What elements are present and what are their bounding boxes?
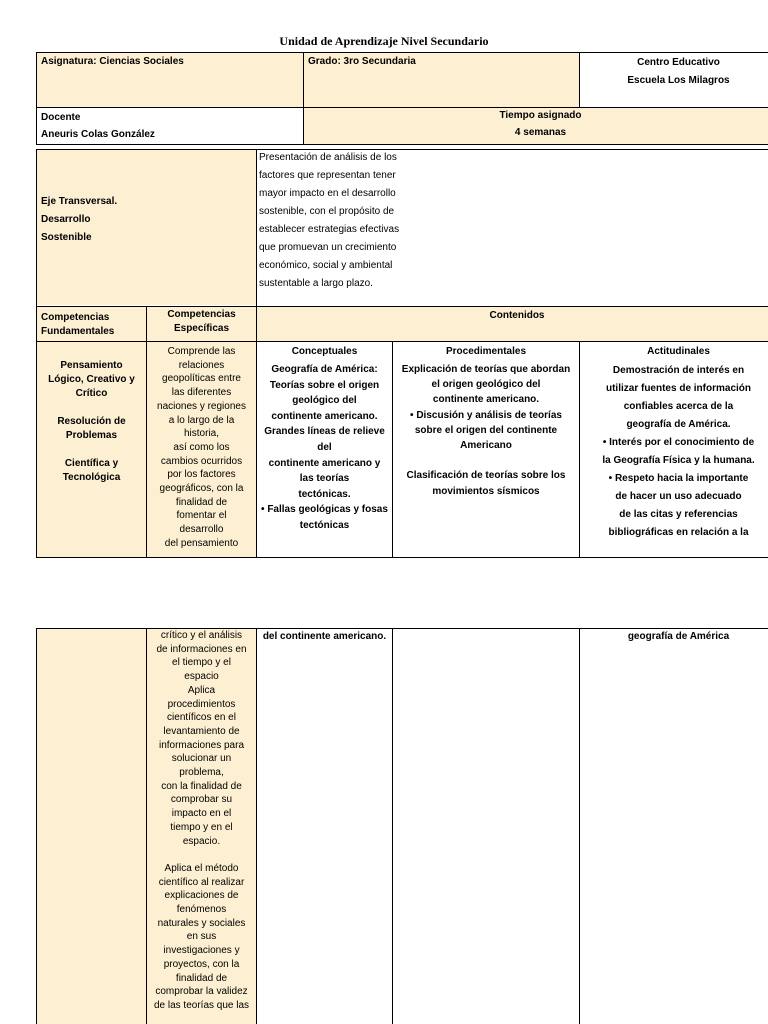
conceptuales-text: Geografía de América: Teorías sobre el origen geológico del continente americano. Grandes líneas de relieve del continente americano y las teorías tectónicas. • Fallas geológicas y fosas tectónicas — [261, 364, 388, 531]
eje-label: Eje Transversal. Desarrollo Sostenible — [41, 196, 118, 243]
document-title: Unidad de Aprendizaje Nivel Secundario — [279, 34, 489, 48]
heading-conceptuales: Conceptuales — [291, 346, 358, 357]
row2-conceptuales-text: del continente americano. — [262, 631, 387, 642]
centro-value: Escuela Los Milagros — [627, 75, 730, 86]
procedimentales-text: Explicación de teorías que abordan el origen geológico del continente americano. • Discusión y análisis de teorías sobre el origen del continente Americano Clasificación de teorías sobre los movimientos sísmicos — [401, 364, 571, 497]
heading-procedimentales: Procedimentales — [445, 346, 527, 357]
tiempo-value: 4 semanas — [514, 127, 567, 138]
heading-especificas: Competencias Específicas — [167, 309, 236, 334]
docente-label: Docente — [41, 112, 81, 123]
centro-label: Centro Educativo — [637, 57, 720, 68]
docente-value: Aneuris Colas González — [41, 129, 155, 140]
asignatura-label: Asignatura: Ciencias Sociales — [41, 56, 184, 67]
especificas-text: Comprende las relaciones geopolíticas entre las diferentes naciones y regiones a lo largo de la historia, así como los cambios ocurridos por los factores geográficos, con la finalidad de fomentar el desarrollo del pensamiento — [157, 346, 246, 549]
tiempo-label: Tiempo asignado — [499, 110, 582, 121]
row2-actitudinales-text: geografía de América — [627, 631, 730, 642]
heading-actitudinales: Actitudinales — [647, 346, 710, 357]
actitudinales-text: Demostración de interés en utilizar fuentes de información confiables acerca de la geografía de América. • Interés por el conocimiento de la Geografía Física y la humana. • Respeto hacia la importante de hacer un uso adecuado de las citas y referencias bibliográficas en relación a la — [602, 365, 755, 538]
row2-especificas-text: crítico y el análisis de informaciones en el tiempo y el espacio Aplica procedimientos científicos en el levantamiento de informaciones para solucionar un problema, con la finalidad de comprobar su impacto en el tiempo y en el espacio. Aplica el método científico al realizar explicaciones de fenómenos naturales y sociales en sus investigaciones y proyectos, con la finalidad de comprobar la validez de las teorías que las — [153, 630, 250, 1011]
row2-fundamentales-fill — [36, 629, 146, 1024]
grado-label: Grado: 3ro Secundaria — [308, 56, 416, 67]
heading-contenidos: Contenidos — [489, 310, 545, 321]
fundamentales-text: Pensamiento Lógico, Creativo y Crítico Resolución de Problemas Científica y Tecnológica — [48, 360, 135, 483]
eje-text: Presentación de análisis de los factores que representan tener mayor impacto en el desarrollo sostenible, con el propósito de establecer estrategias efectivas que promuevan un crecimiento económico, social y ambiental sustentable a largo plazo. — [259, 152, 400, 289]
heading-fundamentales: Competencias Fundamentales — [41, 312, 115, 337]
